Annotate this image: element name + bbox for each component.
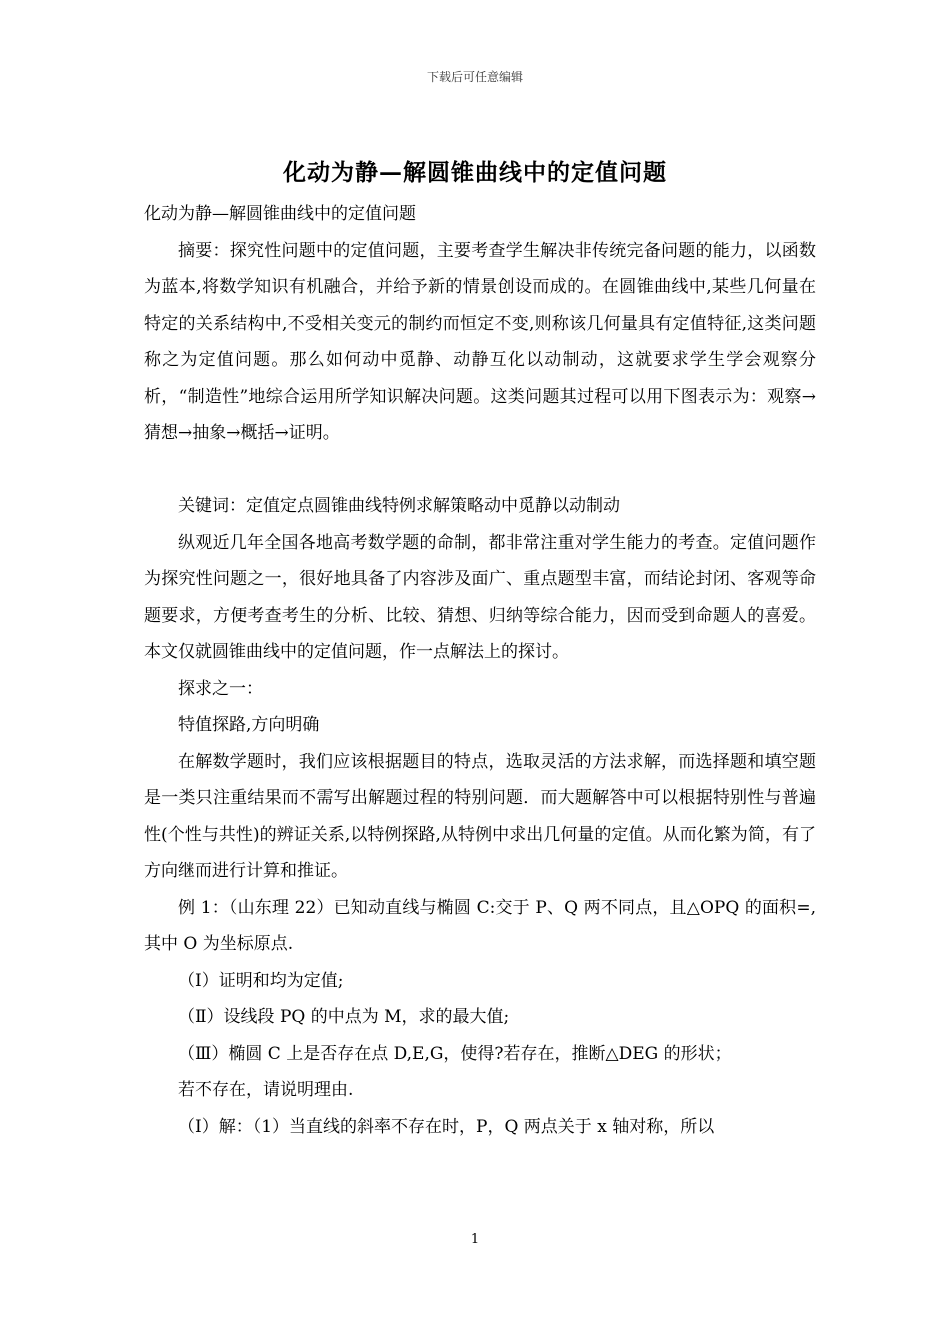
section-title: 特值探路,方向明确 [178, 715, 320, 735]
blank-line [144, 452, 816, 489]
section-body-paragraph: 在解数学题时，我们应该根据题目的特点，选取灵活的方法求解，而选择题和填空题是一类只注重结果而不需写出解题过程的特别问题．而大题解答中可以根据特别性与普遍性(个性与共性)的辨证关系,以特例探路,从特例中求出几何量的定值。从而化繁为简，有了方向继而进行计算和推证。 [144, 751, 816, 881]
subtitle: 化动为静—解圆锥曲线中的定值问题 [144, 204, 416, 224]
question-1: （Ⅰ）证明和均为定值; [178, 970, 344, 991]
header-note: 下载后可任意编辑 [426, 70, 523, 84]
section-label: 探求之一： [178, 678, 263, 699]
example-paragraph: 例 1：（山东理 22）已知动直线与椭圆 C:交于 P、Q 两不同点，且△OPQ 的面积=,其中 O 为坐标原点. [144, 897, 816, 954]
document-body [144, 196, 816, 1145]
question-3-continued: 若不存在，请说明理由. [178, 1080, 354, 1100]
page-number: 1 [470, 1232, 480, 1247]
question-2: （Ⅱ）设线段 PQ 的中点为 M，求的最大值; [178, 1007, 510, 1027]
question-3: （Ⅲ）椭圆 C 上是否存在点 D,E,G，使得?若存在，推断△DEG 的形状； [178, 1043, 732, 1064]
keywords-line: 关键词：定值定点圆锥曲线特例求解策略动中觅静以动制动 [178, 496, 620, 516]
solution-line: （I）解：（1）当直线的斜率不存在时，P，Q 两点关于 x 轴对称，所以 [178, 1116, 715, 1137]
abstract-paragraph: 摘要：探究性问题中的定值问题，主要考查学生解决非传统完备问题的能力，以函数为蓝本,将数学知识有机融合，并给予新的情景创设而成的。在圆锥曲线中,某些几何量在特定的关系结构中,不受相关变元的制约而恒定不变,则称该几何量具有定值特征,这类问题称之为定值问题。那么如何动中觅静、动静互化以动制动，这就要求学生学会观察分析，“制造性”地综合运用所学知识解决问题。这类问题其过程可以用下图表示为：观察→猜想→抽象→概括→证明。 [144, 240, 816, 443]
document-title: 化动为静—解圆锥曲线中的定值问题 [283, 159, 667, 186]
intro-paragraph: 纵观近几年全国各地高考数学题的命制，都非常注重对学生能力的考查。定值问题作为探究性问题之一，很好地具备了内容涉及面广、重点题型丰富，而结论封闭、客观等命题要求，方便考查考生的分析、比较、猜想、归纳等综合能力，因而受到命题人的喜爱。本文仅就圆锥曲线中的定值问题，作一点解法上的探讨。 [144, 532, 816, 662]
